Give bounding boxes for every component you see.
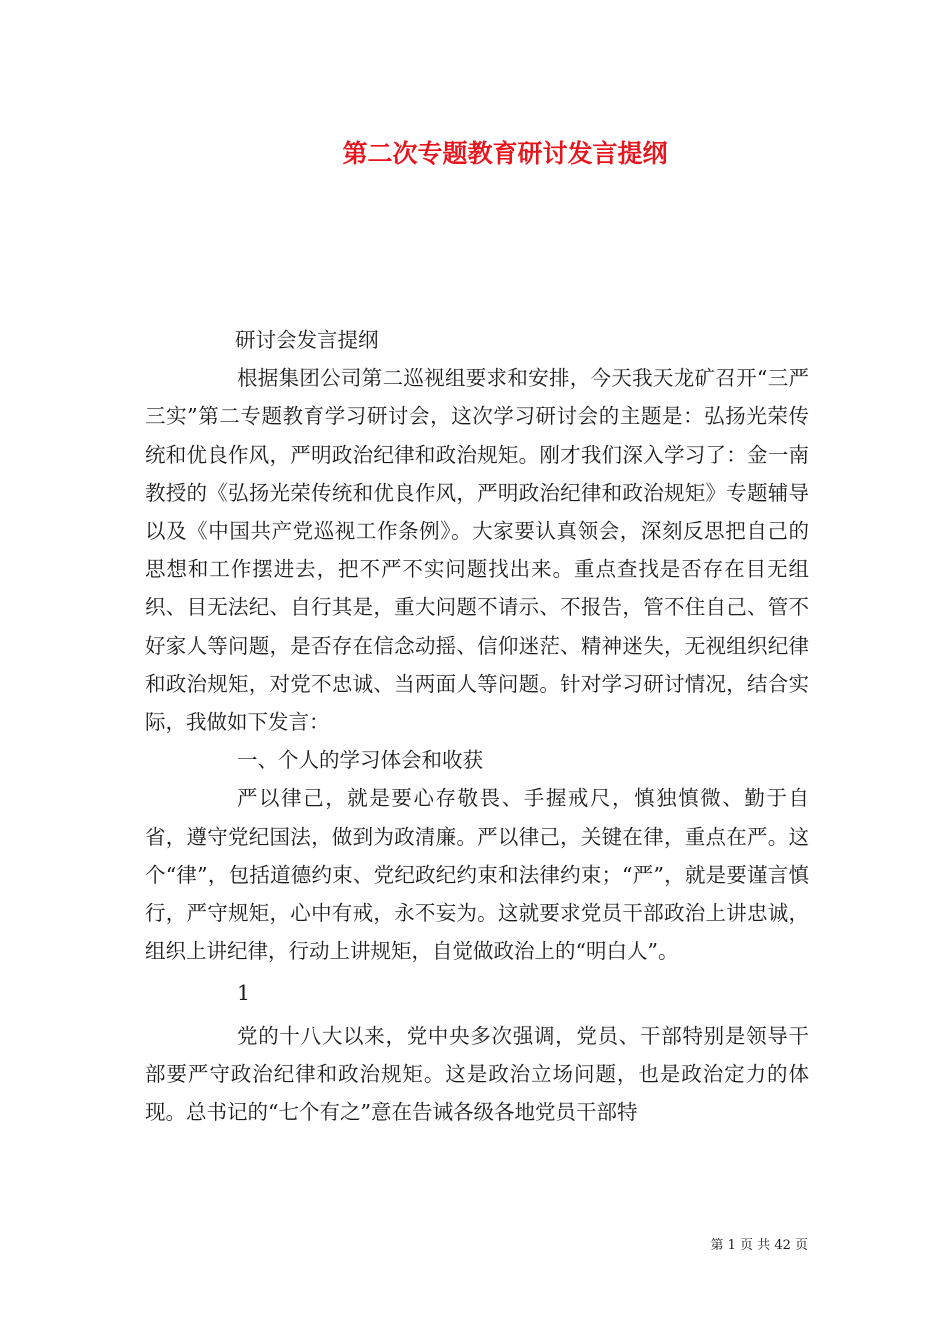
paragraph-party-congress: 党的十八大以来，党中央多次强调，党员、干部特别是领导干部要严守政治纪律和政治规矩。这是政治立场问题，也是政治定力的体现。总书记的“七个有之”意在告诫各级各地党员干部特 [145, 1023, 809, 1125]
section-heading-1: 一、个人的学习体会和收获 [237, 748, 483, 773]
document-title: 第二次专题教育研讨发言提纲 [342, 139, 668, 168]
document-body [145, 321, 809, 1131]
page-footer: 第 1 页 共 42 页 [710, 1238, 808, 1253]
paragraph-number: 1 [237, 981, 251, 1006]
paragraph-self-discipline: 严以律己，就是要心存敬畏、手握戒尺，慎独慎微、勤于自省，遵守党纪国法，做到为政清廉。严以律己，关键在律，重点在严。这个“律”，包括道德约束、党纪政纪约束和法律约束；“严”，就是要谨言慎行，严守规矩，心中有戒，永不妄为。这就要求党员干部政治上讲忠诚，组织上讲纪律，行动上讲规矩，自觉做政治上的“明白人”。 [145, 786, 809, 964]
section-heading: 研讨会发言提纲 [235, 328, 379, 352]
paragraph-intro: 根据集团公司第二巡视组要求和安排，今天我天龙矿召开“三严三实”第二专题教育学习研讨会，这次学习研讨会的主题是：弘扬光荣传统和优良作风，严明政治纪律和政治规矩。刚才我们深入学习了：金一南教授的《弘扬光荣传统和优良作风，严明政治纪律和政治规矩》专题辅导以及《中国共产党巡视工作条例》。大家要认真领会，深刻反思把自己的思想和工作摆进去，把不严不实问题找出来。重点查找是否存在目无组织、目无法纪、自行其是，重大问题不请示、不报告，管不住自己、管不好家人等问题，是否存在信念动摇、信仰迷茫、精神迷失，无视组织纪律和政治规矩，对党不忠诚、当两面人等问题。针对学习研讨情况，结合实际，我做如下发言： [145, 366, 809, 735]
